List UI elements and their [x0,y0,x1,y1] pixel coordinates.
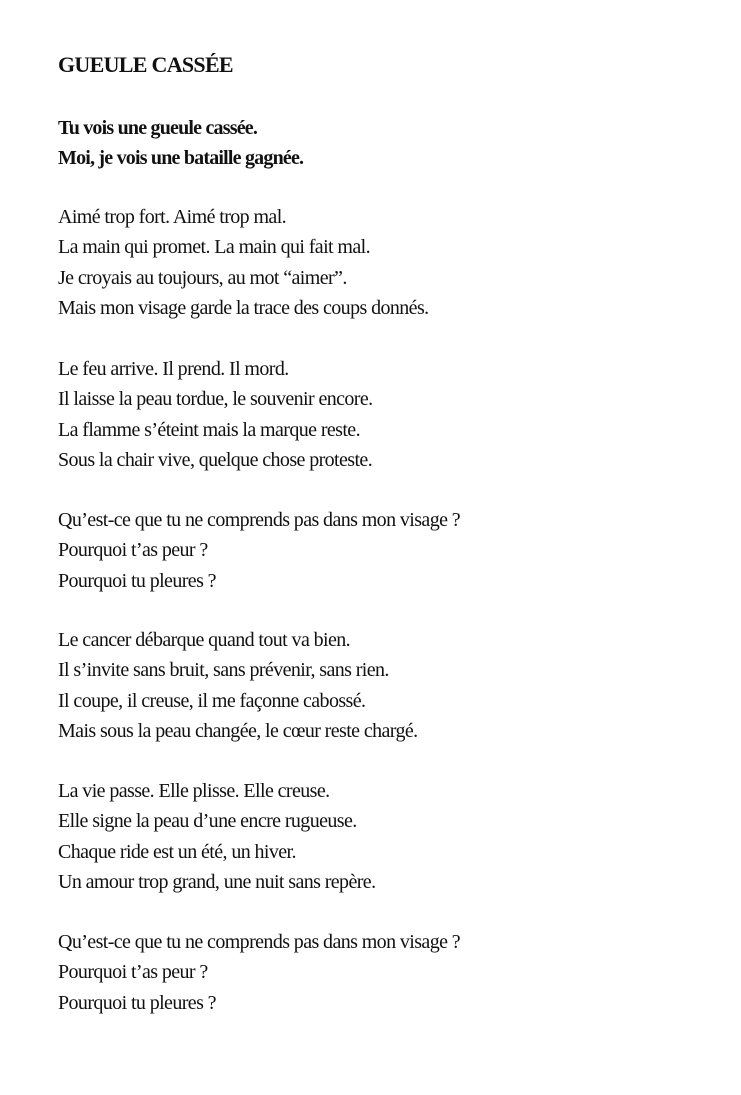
poem-stanza [58,625,418,746]
poem-line: Pourquoi tu pleures ? [58,991,216,1014]
poem-line: Pourquoi t’as peur ? [58,961,208,984]
poem-line: Un amour trop grand, une nuit sans repère. [58,870,376,893]
poem-line: Elle signe la peau d’une encre rugueuse. [58,810,357,833]
poem-line: Mais sous la peau changée, le cœur reste chargé. [58,719,418,742]
poem-line: Qu’est-ce que tu ne comprends pas dans mon visage ? [58,509,461,531]
poem-line: Tu vois une gueule cassée. [58,117,258,139]
poem-stanza [58,113,303,174]
poem-line: Pourquoi t’as peur ? [58,539,208,562]
poem-line: Mais mon visage garde la trace des coups donnés. [58,296,429,319]
poem-line: Pourquoi tu pleures ? [58,569,216,592]
poem-line: Aimé trop fort. Aimé trop mal. [58,206,287,228]
poem-stanza [58,927,460,1018]
poem-stanza [58,354,373,475]
poem-line: Chaque ride est un été, un hiver. [58,840,296,863]
poem-line: Il laisse la peau tordue, le souvenir encore. [58,388,373,411]
poem-line: Le feu arrive. Il prend. Il mord. [58,358,289,380]
poem-line: Il coupe, il creuse, il me façonne cabossé. [58,689,366,712]
poem-line: Moi, je vois une bataille gagnée. [58,147,304,170]
poem-line: Sous la chair vive, quelque chose proteste. [58,448,373,471]
poem-line: Il s’invite sans bruit, sans prévenir, sans rien. [58,659,389,682]
poem-stanza [58,505,460,596]
poem-line: La main qui promet. La main qui fait mal. [58,236,370,259]
poem-line: Le cancer débarque quand tout va bien. [58,629,351,651]
poem-line: La vie passe. Elle plisse. Elle creuse. [58,780,330,802]
poem-line: Je croyais au toujours, au mot “aimer”. [58,266,347,289]
poem-stanza [58,202,429,323]
poem-stanza [58,776,375,897]
poem-title: GUEULE CASSÉE [58,52,233,77]
poem-line: La flamme s’éteint mais la marque reste. [58,418,360,441]
poem-line: Qu’est-ce que tu ne comprends pas dans mon visage ? [58,931,461,953]
